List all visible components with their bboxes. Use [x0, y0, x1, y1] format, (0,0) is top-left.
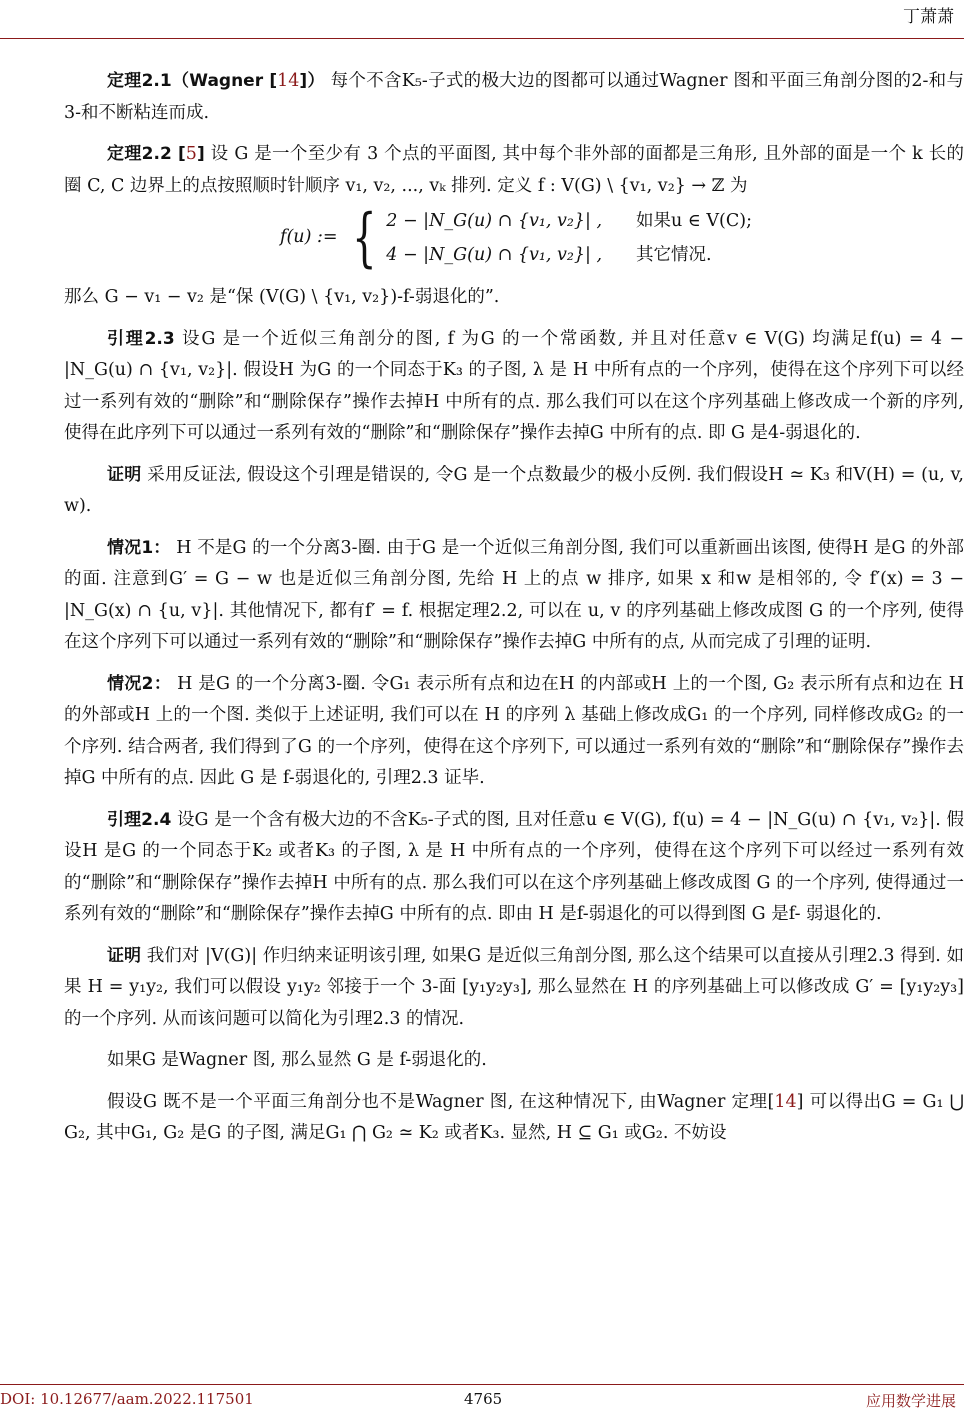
formula-lhs: f(u) := — [280, 227, 338, 248]
case-heading: 情况1： — [107, 537, 171, 558]
proof-heading: 证明 — [107, 464, 142, 485]
running-header-author: 丁萧萧 — [903, 7, 954, 27]
case-1 — [64, 533, 964, 659]
theorem-text: 设 G 是一个至少有 3 个点的平面图, 其中每个非外部的面都是三角形, 且外部的面是一个 k 长的圈 C, C 边界上的点按照顺时针顺序 v₁, v₂, ..., vₖ 排列. 定义 f : V(G) \ {v₁, v₂} → ℤ 为 — [64, 144, 964, 196]
theorem-heading: 定理2.2 [ — [107, 144, 186, 164]
footer-page-number: 4765 — [464, 1390, 503, 1408]
proof-lemma-2-4 — [64, 941, 964, 1036]
lemma-text: 设G 是一个近似三角剖分的图, f 为G 的一个常函数, 并且对任意v ∈ V(G) 均满足f(u) = 4 − |N_G(u) ∩ {v₁, v₂}|. 假设H 为G 的一个同态于K₃ 的子图, λ 是 H 中所有点的一个序列，使得在这个序列下可以经过一系列有效的“删除”和“删除保存”操作去掉H 中所有的点. 那么我们可以在这个序列基础上修改成一个新的序列, 使得在此序列下可以通过一系列有效的“删除”和“删除保存”操作去掉G 中所有的点. 即 G 是4-弱退化的. — [64, 328, 964, 443]
case-text: H 是G 的一个分离3-圈. 令G₁ 表示所有点和边在H 的内部或H 上的一个图, G₂ 表示所有点和边在 H 的外部或H 上的一个图. 类似于上述证明, 我们可以在 H 的序列 λ 基础上修改成G₁ 的一个序列, 同样修改成G₂ 的一个序列. 结合两者, 我们得到了G 的一个序列，使得在这个序列下, 可以通过一系列有效的“删除”和“删除保存”操作去掉G 中所有的点. 因此 G 是 f-弱退化的, 引理2.3 证毕. — [64, 673, 964, 788]
case-1-condition: 如果u ∈ V(C); — [636, 211, 752, 231]
page-body — [64, 66, 964, 1160]
case-2-expression: 4 − |N_G(u) ∩ {v₁, v₂}| , — [386, 245, 603, 265]
citation-link[interactable]: 14 — [277, 71, 300, 91]
proof-text: 采用反证法, 假设这个引理是错误的, 令G 是一个点数最少的极小反例. 我们假设H ≃ K₃ 和V(H) = (u, v, w). — [64, 464, 964, 516]
case-1-expression: 2 − |N_G(u) ∩ {v₁, v₂}| , — [386, 211, 603, 231]
footer-journal: 应用数学进展 — [865, 1392, 956, 1410]
general-case-text: 假设G 既不是一个平面三角剖分也不是Wagner 图, 在这种情况下, 由Wagner 定理[ — [107, 1091, 775, 1112]
citation-link[interactable]: 5 — [185, 144, 197, 164]
footer-doi[interactable]: DOI: 10.12677/aam.2022.117501 — [0, 1390, 254, 1408]
case-2 — [64, 669, 964, 795]
proof-heading: 证明 — [107, 945, 142, 966]
piecewise-formula — [280, 201, 964, 275]
case-text: H 不是G 的一个分离3-圈. 由于G 是一个近似三角剖分图, 我们可以重新画出该图, 使得H 是G 的外部的面. 注意到G′ = G − w 也是近似三角剖分图, 先给 H 上的点 w 排序, 如果 x 和w 是相邻的, 令 f′(x) = 3 − |N_G(x) ∩ {u, v}|. 其他情况下, 都有f′ = f. 根据定理2.2, 可以在 u, v 的序列基础上修改成图 G 的一个序列, 使得在这个序列下可以通过一系列有效的“删除”和“删除保存”操作去掉G 中所有的点, 从而完成了引理的证明. — [64, 537, 964, 652]
lemma-2-3 — [64, 324, 964, 450]
header-divider — [0, 38, 964, 39]
case-2-condition: 其它情况. — [636, 245, 712, 265]
wagner-case: 如果G 是Wagner 图, 那么显然 G 是 f-弱退化的. — [107, 1050, 487, 1070]
lemma-2-4 — [64, 805, 964, 931]
theorem-heading-end: ] — [196, 144, 205, 164]
case-heading: 情况2： — [107, 673, 172, 694]
theorem-2-2 — [64, 139, 964, 202]
lemma-heading: 引理2.3 — [107, 328, 175, 349]
formula-cases — [386, 209, 752, 267]
theorem-heading-end: ]） — [299, 71, 325, 91]
proof-text: 我们对 |V(G)| 作归纳来证明该引理, 如果G 是近似三角剖分图, 那么这个结果可以直接从引理2.3 得到. 如果 H = y₁y₂, 我们可以假设 y₁y₂ 邻接于一个 3-面 [y₁y₂y₃], 那么显然在 H 的序列基础上可以修改成 G′ = [y₁y₂y₃] 的一个序列. 从而该问题可以简化为引理2.3 的情况. — [64, 945, 964, 1029]
theorem-2-2-conclusion: 那么 G − v₁ − v₂ 是“保 (V(G) \ {v₁, v₂})-f-弱退化的”. — [64, 287, 500, 307]
general-case-text-cont: ] 可以得出G = G₁ ⋃ G₂, 其中G₁, G₂ 是G 的子图, 满足G₁ ⋂ G₂ ≃ K₂ 或者K₃. 显然, H ⊆ G₁ 或G₂. 不妨设 — [64, 1091, 964, 1143]
citation-link[interactable]: 14 — [774, 1091, 797, 1112]
theorem-2-1 — [64, 66, 964, 129]
general-case — [64, 1087, 964, 1150]
lemma-text: 设G 是一个含有极大边的不含K₅-子式的图, 且对任意u ∈ V(G), f(u) = 4 − |N_G(u) ∩ {v₁, v₂}|. 假设H 是G 的一个同态于K₂ 或者K₃ 的子图, λ 是 H 中所有点的一个序列，使得在这个序列下可以经过一系列有效的“删除”和“删除保存”操作去掉H 中所有的点. 那么我们可以在这个序列基础上修改成图 G 的一个序列, 使得通过一系列有效的“删除”和“删除保存”操作去掉G 中所有的点. 即由 H 是f-弱退化的可以得到图 G 是f- 弱退化的. — [64, 809, 964, 924]
left-brace: { — [351, 201, 377, 275]
lemma-heading: 引理2.4 — [107, 809, 172, 830]
footer-divider — [0, 1384, 964, 1385]
theorem-heading: 定理2.1（Wagner [ — [107, 71, 278, 91]
theorem-text: 每个不含K₅-子式的极大边的图都可以通过Wagner 图和平面三角剖分图的2-和与 3-和不断粘连而成. — [64, 71, 964, 123]
proof-lemma-2-3 — [64, 460, 964, 523]
